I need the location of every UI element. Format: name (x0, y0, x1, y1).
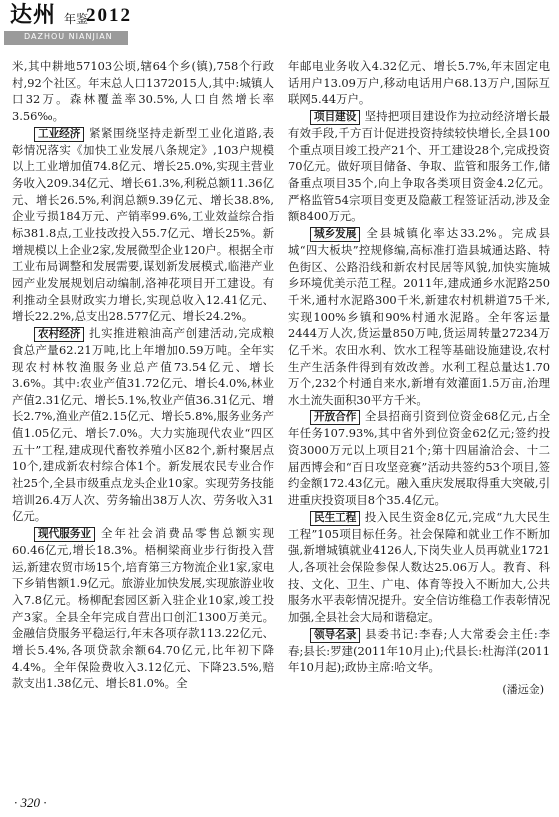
section-tag-services: 现代服务业 (34, 527, 95, 542)
paragraph-projects: 项目建设 坚持把项目建设作为拉动经济增长最有效手段,千方百计促进投资持续较快增长,全县100个重点项目竣工投产21个、开工建设28个,完成投资70亿元。做好项目储备、争取、监管和服务工作,储备重点项目35个,向上争取各类项目资金4.2亿元。严格监管54宗项目变更及隐蔽工程签证活动,涉及金额8400万元。 (288, 108, 550, 224)
paragraph-urban-rural: 城乡发展 全县城镇化率达33.2%。完成县城“四大板块”控规修编,高标准打造县城通达路、特色街区、公路沿线和新农村民居等风貌,加快实施城乡环境优美示范工程。2011年,建成通乡水泥路250千米,通村水泥路300千米,新建农村机耕道75千米,实现100%乡镇和90%村通水泥路。全年客运量2444万人次,货运量850万吨,货运周转量27234万亿千米。农田水利、饮水工程等基础设施建设,农村生产生活条件得到有效改善。水利工程总量达1.70万个,232个村通自来水,新增有效灌面1.5万亩,治理水土流失面积30平方千米。 (288, 225, 550, 407)
paragraph-industry: 工业经济 紧紧围绕坚持走新型工业化道路,表彰情况落实《加快工业发展八条规定》,103户规模以上工业增加值74.8亿元、增长25.0%,实现主营业务收入209.34亿元、增长61.3%,利税总额11.36亿元、增长26.5%,利润总额9.39亿元、增长38.8%,企业亏损184万元、产销率99.6%,工业效益综合指标381.8点,工业技改投入55.7亿元、增长25%。新增规模以上企业2家,发展微型企业120户。根据全市工业布局调整和发展需要,谋划新发展模式,临港产业园产业发展规划启动编制,洛神花项目开工建设。有利推动全县财政实力增长,实现总收入12.41亿元、增长22.2%,总支出28.577亿元、增长24.2%。 (12, 125, 274, 324)
author-credit: (潘远金) (502, 683, 544, 696)
section-tag-industry: 工业经济 (34, 127, 84, 142)
paragraph-leaders: 领导名录 县委书记:李春;人大常委会主任:李春;县长:罗建(2011年10月止);代县长:杜海洋(2011年10月起);政协主席:哈文华。 (288, 626, 550, 675)
paragraph-cooperation: 开放合作 全县招商引资到位资金68亿元,占全年任务107.93%,其中省外到位资金62亿元;签约投资3000万元以上项目21个;第十四届渝洽会、十二届西博会和“百日攻坚竞赛”活动共签约53个项目,签约金额172.43亿元。融入重庆发展取得重大突破,引进重庆投资项目8个35.4亿元。 (288, 409, 550, 508)
paragraph-services: 现代服务业 全年社会消费品零售总额实现60.46亿元,增长18.3%。梧桐梁商业步行街投入营运,新建农贸市场15个,培育第三方物流企业1家,家电下乡销售额1.9亿元。旅游业加快发展,实现旅游业收入7.8亿元。杨柳配套园区新入驻企业10家,竣工投产3家。全县全年完成自营出口创汇1300万美元。金融信贷服务平稳运行,年末各项存款113.22亿元、增长5.4%,各项贷款余额64.70亿元,比年初下降4.4%。全年保险费收入3.12亿元、下降23.5%,赔款支出1.38亿元、增长81.0%。全 (12, 526, 274, 691)
paragraph-telecom: 年邮电业务收入4.32亿元、增长5.7%,年末固定电话用户13.09万户,移动电话用户68.13万户,国际互联网5.44万户。 (288, 59, 550, 107)
paragraph-agriculture: 农村经济 扎实推进粮油高产创建活动,完成粮食总产量62.21万吨,比上年增加0.59万吨。全年实现农村林牧渔服务业总产值73.54亿元、增长3.6%。其中:农业产值31.72亿元、增长4.0%,林业产值2.31亿元、增长5.1%,牧业产值36.31亿元、增长2.7%,渔业产值2.15亿元、增长5.8%,服务业务产值1.05亿元、增长7.0%。大力实施现代农业“四区五十”工程,建成现代畜牧养殖小区82个,新村聚居点10个,建成新农村综合体1个。新发展农民专业合作社25个,全县市级重点龙头企业10家。实现劳务技能培训26.4万人次、劳务输出38万人次、劳务收入31亿元。 (12, 325, 274, 524)
right-column (288, 58, 550, 699)
section-tag-projects: 项目建设 (310, 110, 360, 125)
yearbook-title-suffix: 年鉴 (64, 12, 89, 26)
section-tag-livelihood: 民生工程 (310, 511, 360, 526)
section-tag-urban-rural: 城乡发展 (310, 227, 360, 242)
yearbook-subtitle: DAZHOU NIANJIAN (24, 32, 113, 41)
yearbook-title: 达州 (10, 3, 57, 28)
section-tag-cooperation: 开放合作 (310, 410, 360, 425)
paragraph-livelihood: 民生工程 投入民生资金8亿元,完成“九大民生工程”105项目标任务。社会保障和就业工作不断加强,新增城镇就业4126人,下岗失业人员再就业1721人,各项社会保险参保人数达25.06万人。教育、科技、文化、卫生、广电、体育等投入不断加大,公共服务水平表彰情况提升。安全信访维稳工作表彰情况加强,全县社会大局和谐稳定。 (288, 509, 550, 625)
section-tag-agriculture: 农村经济 (34, 327, 84, 342)
section-tag-leaders: 领导名录 (310, 628, 360, 643)
left-column (12, 58, 274, 692)
yearbook-year: 2012 (86, 5, 132, 26)
yearbook-header (4, 4, 132, 46)
paragraph-population: 米,其中耕地57103公顷,辖64个乡(镇),758个行政村,92个社区。年末总人口1372015人,其中:城镇人口32万。森林覆盖率30.5%,人口自然增长率3.56‰。 (12, 59, 274, 123)
page-number: · 320 · (14, 795, 47, 810)
